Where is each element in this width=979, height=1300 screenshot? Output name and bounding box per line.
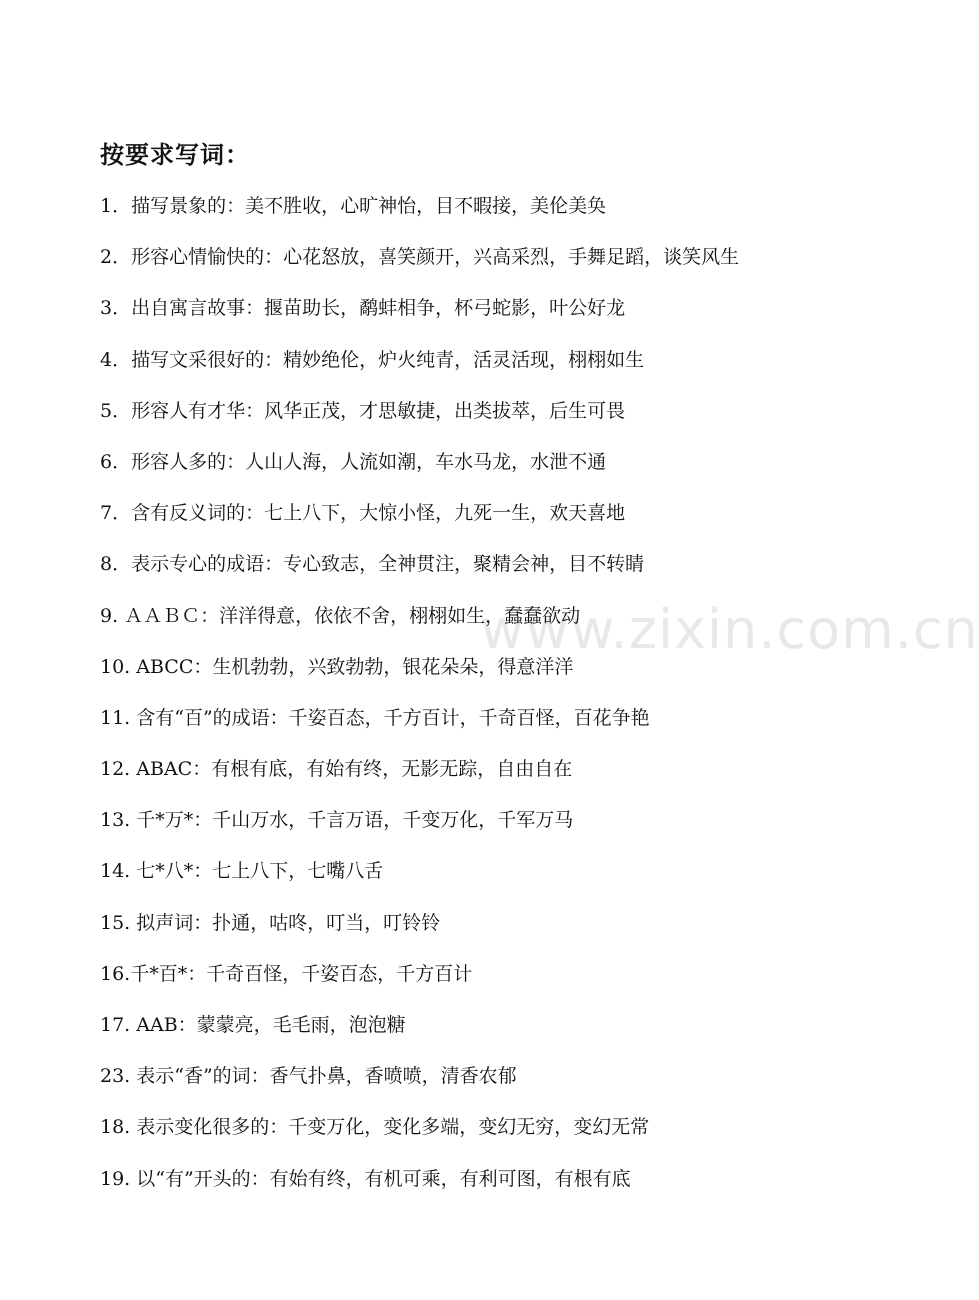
list-item: 6．形容人多的：人山人海，人流如潮，车水马龙，水泄不通 [100,450,607,473]
list-item: 14. 七*八*：七上八下，七嘴八舌 [100,860,384,883]
idiom-list [100,188,739,1212]
list-item: 4．描写文采很好的：精妙绝伦，炉火纯青，活灵活现，栩栩如生 [100,348,645,371]
list-item: 12. ABAC：有根有底，有始有终，无影无踪，自由自在 [100,758,573,781]
list-item: 18. 表示变化很多的：千变万化，变化多端，变幻无穷，变幻无常 [100,1116,650,1139]
watermark: www.zixin.com.cn [480,598,979,661]
page-title: 按要求写词： [100,141,250,169]
list-item: 10. ABCC：生机勃勃，兴致勃勃，银花朵朵，得意洋洋 [100,655,574,678]
list-item: 2．形容心情愉快的：心花怒放，喜笑颜开，兴高采烈，手舞足蹈，谈笑风生 [100,246,740,269]
list-item: 16.千*百*：千奇百怪，千姿百态，千方百计 [100,962,473,985]
list-item: 15. 拟声词：扑通，咕咚，叮当，叮铃铃 [100,911,441,934]
list-item: 3．出自寓言故事：揠苗助长，鹬蚌相争，杯弓蛇影，叶公好龙 [100,297,626,320]
list-item: 7．含有反义词的：七上八下，大惊小怪，九死一生，欢天喜地 [100,502,626,525]
list-item: 19. 以“有”开头的：有始有终，有机可乘，有利可图，有根有底 [100,1167,631,1190]
list-item: 13. 千*万*：千山万水，千言万语，千变万化，千军万马 [100,809,574,832]
list-item: 5．形容人有才华：风华正茂，才思敏捷，出类拔萃，后生可畏 [100,399,626,422]
list-item: 1．描写景象的：美不胜收，心旷神怡，目不暇接，美伦美奂 [100,195,607,217]
list-item: 8．表示专心的成语：专心致志，全神贯注，聚精会神，目不转睛 [100,553,645,576]
list-item: 17. AAB：蒙蒙亮，毛毛雨，泡泡糖 [100,1014,406,1036]
list-item: 11. 含有“百”的成语：千姿百态，千方百计，千奇百怪，百花争艳 [100,706,650,729]
list-item: 9. ＡＡＢＣ：洋洋得意，依依不舍，栩栩如生，蠢蠢欲动 [100,604,581,627]
list-item: 23. 表示“香”的词：香气扑鼻，香喷喷，清香农郁 [100,1065,517,1088]
